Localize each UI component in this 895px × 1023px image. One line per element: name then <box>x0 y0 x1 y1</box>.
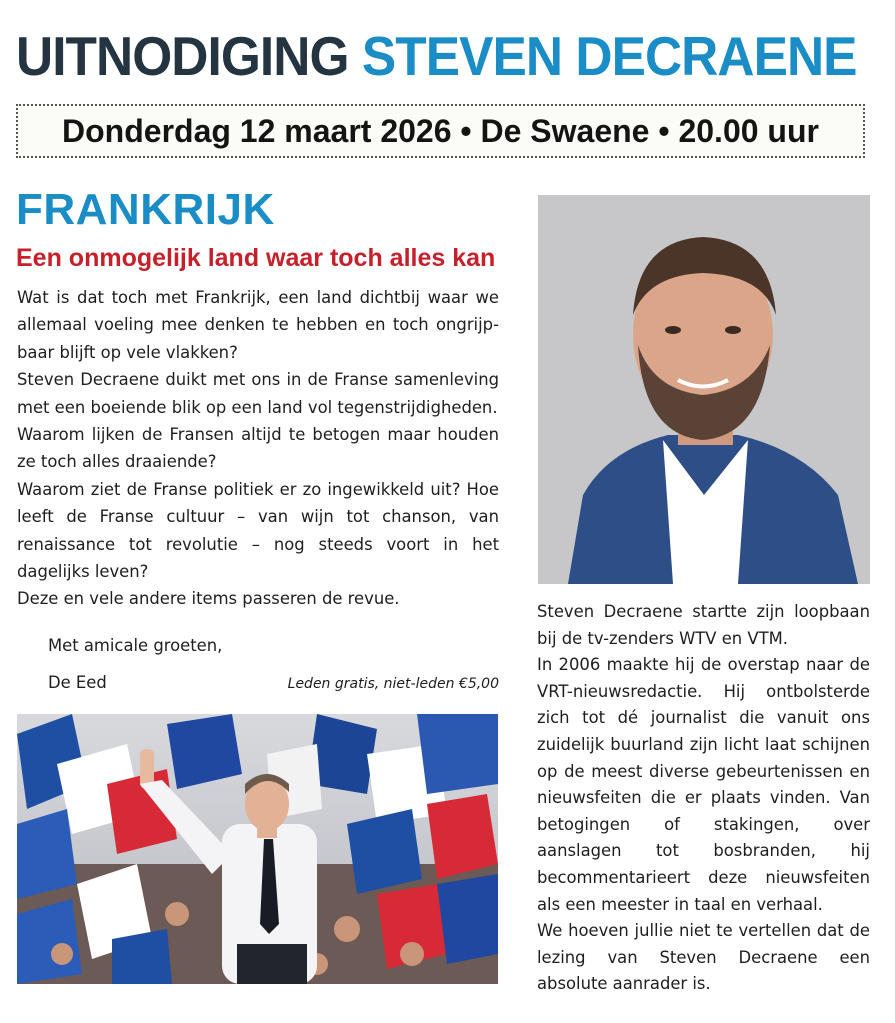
speaker-bio <box>537 599 870 998</box>
article-paragraph: Waarom ziet de Franse politiek er zo ingewikkeld uit? Hoe leeft de Franse cultuur – van wijn tot chanson, van renaissance tot revolutie – nog steeds voort in het dagelijks leven? <box>17 479 499 582</box>
admission-price: Leden gratis, niet-leden €5,00 <box>287 676 499 692</box>
article-heading: FRANKRIJK <box>16 185 275 234</box>
rally-photo <box>17 714 498 984</box>
article-paragraph: Waarom lijken de Fransen altijd te betogen maar houden ze toch alles draaiende? <box>17 425 499 472</box>
event-details-box <box>16 104 865 158</box>
article-body <box>17 284 499 613</box>
greeting: Met amicale groeten, <box>48 636 223 655</box>
page-title <box>16 24 857 88</box>
event-details: Donderdag 12 maart 2026 • De Swaene • 20.00 uur <box>62 112 819 149</box>
article-subheading: Een onmogelijk land waar toch alles kan <box>16 244 496 272</box>
article-paragraph: Wat is dat toch met Frankrijk, een land dichtbij waar we allemaal voeling mee denken te hebben en toch ongrijp-baar blijft op vele vlakken? <box>17 288 499 362</box>
article-paragraph: Deze en vele andere items passeren de revue. <box>17 589 400 609</box>
title-invitation: UITNODIGING <box>16 25 349 87</box>
bio-paragraph: We hoeven jullie niet te vertellen dat de lezing van Steven Decraene een absolute aanrader is. <box>537 921 870 994</box>
article-paragraph: Steven Decraene duikt met ons in de Franse samenleving met een boeiende blik op een land vol tegenstrijdigheden. <box>17 370 499 417</box>
speaker-portrait <box>538 195 870 584</box>
bio-paragraph: Steven Decraene startte zijn loopbaan bij de tv-zenders WTV en VTM. <box>537 602 870 648</box>
sender-name: De Eed <box>48 673 107 692</box>
bio-paragraph: In 2006 maakte hij de overstap naar de VRT-nieuwsredactie. Hij ontbolsterde zich tot dé journalist die vanuit ons zuidelijk buurland zijn licht laat schijnen op de meest diverse gebeurtenissen en nieuwsfeiten die er plaats vinden. Van betogingen of stakingen, over aanslagen tot bosbranden, hij becommentarieert deze nieuwsfeiten als een meester in taal en verhaal. <box>537 655 870 914</box>
title-speaker: STEVEN DECRAENE <box>361 25 857 87</box>
